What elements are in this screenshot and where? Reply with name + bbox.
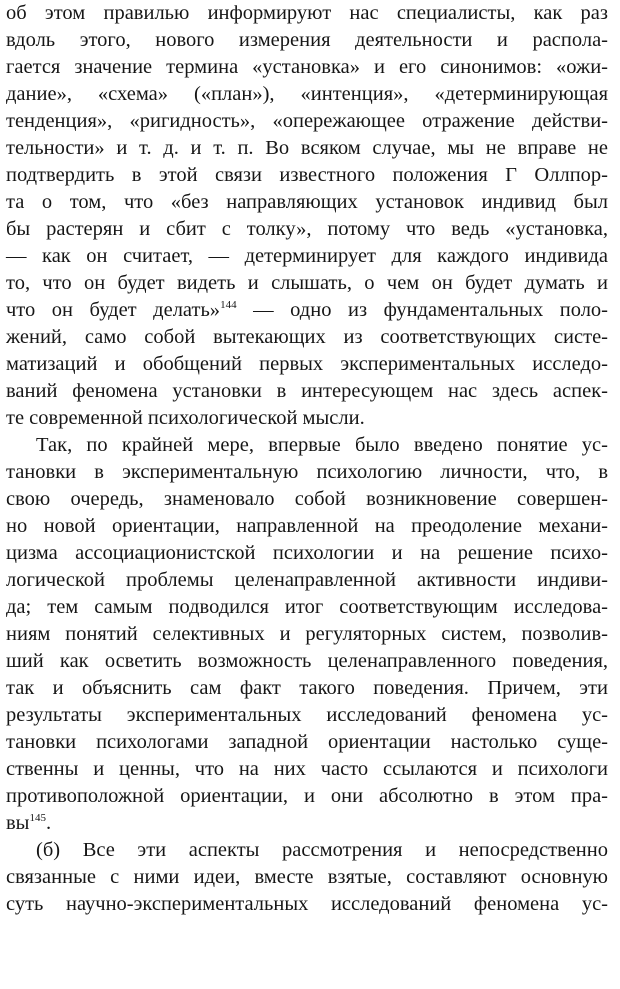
text-line: логической проблемы целенаправленной активности индиви-: [6, 569, 608, 591]
paragraph-first-line: (б) Все эти аспекты рассмотрения и непосредственно: [36, 839, 608, 861]
text-line: результаты экспериментальных исследований феномена ус-: [6, 704, 608, 726]
text-line: да; тем самым подводился итог соответствующим исследова-: [6, 596, 608, 618]
text-line: дание», «схема» («план»), «интенция», «детерминирующая: [6, 83, 608, 105]
text-line: то, что он будет видеть и слышать, о чем он будет думать и: [6, 272, 608, 294]
text-fragment: — одно из фундаментальных поло-: [236, 299, 608, 321]
footnote-ref-144: 144: [220, 299, 237, 312]
text-line: гается значение термина «установка» и его синонимов: «ожи-: [6, 56, 608, 78]
text-line: тенденция», «ригидность», «опережающее отражение действи-: [6, 110, 608, 132]
text-line: тельности» и т. д. и т. п. Во всяком случае, мы не вправе не: [6, 137, 608, 159]
paragraph-first-line: Так, по крайней мере, впервые было введено понятие ус-: [36, 434, 608, 456]
text-line: ственны и ценны, что на них часто ссылаются и психологи: [6, 758, 608, 780]
footnote-ref-145: 145: [29, 812, 46, 825]
text-line: те современной психологической мысли.: [6, 407, 365, 429]
text-fragment: что он будет делать»: [6, 299, 221, 321]
text-fragment: вы: [6, 812, 30, 834]
text-line: та о том, что «без направляющих установок индивид был: [6, 191, 608, 213]
text-line: суть научно-экспериментальных исследований феномена ус-: [6, 893, 608, 915]
text-line: матизаций и обобщений первых экспериментальных исследо-: [6, 353, 608, 375]
text-line: цизма ассоциационистской психологии и на решение психо-: [6, 542, 608, 564]
text-line: [6, 297, 608, 323]
text-line: тановки психологами западной ориентации настолько суще-: [6, 731, 608, 753]
text-line: жений, само собой вытекающих из соответствующих систе-: [6, 326, 608, 348]
text-line: подтвердить в этой связи известного положения Г Оллпор-: [6, 164, 608, 186]
text-line: ниям понятий селективных и регуляторных систем, позволив-: [6, 623, 608, 645]
text-line: противоположной ориентации, и они абсолютно в этом пра-: [6, 785, 608, 807]
text-fragment: .: [45, 812, 52, 834]
text-line: так и объяснить сам факт такого поведения. Причем, эти: [6, 677, 608, 699]
text-line: об этом правилью информируют нас специалисты, как раз: [6, 2, 608, 24]
text-line: тановки в экспериментальную психологию личности, что, в: [6, 461, 608, 483]
text-line: ваний феномена установки в интересующем нас здесь аспек-: [6, 380, 608, 402]
text-line: свою очередь, знаменовало собой возникновение совершен-: [6, 488, 608, 510]
text-line: но новой ориентации, направленной на преодоление механи-: [6, 515, 608, 537]
text-line: связанные с ними идеи, вместе взятые, составляют основную: [6, 866, 608, 888]
text-line: ший как осветить возможность целенаправленного поведения,: [6, 650, 608, 672]
text-line: — как он считает, — детерминирует для каждого индивида: [6, 245, 608, 267]
text-line: [6, 810, 608, 836]
text-line: бы растерян и сбит с толку», потому что ведь «установка,: [6, 218, 608, 240]
text-line: вдоль этого, нового измерения деятельности и распола-: [6, 29, 608, 51]
